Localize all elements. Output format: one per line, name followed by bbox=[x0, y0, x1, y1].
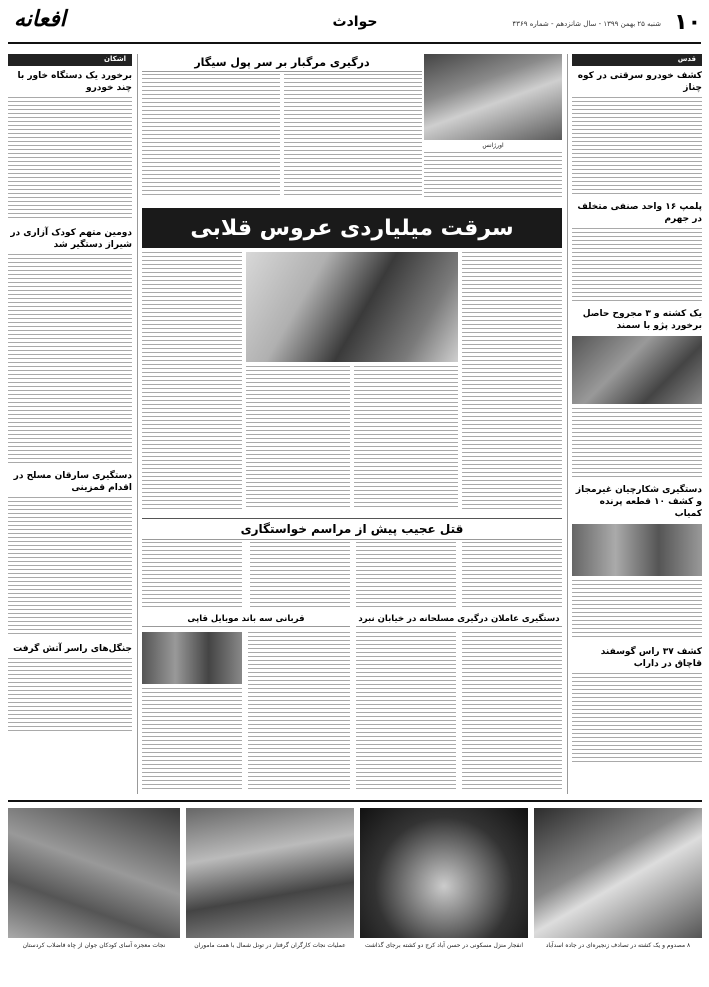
bottom-left-story-title: قربانی سه باند موبایل قاپی bbox=[142, 614, 350, 627]
section-title: حوادث bbox=[332, 14, 378, 30]
right-story-5-title: کشف ۳۷ راس گوسفند قاچاق در داراب bbox=[600, 647, 702, 669]
top-story-body-mid bbox=[284, 74, 422, 198]
bottom-photo-1 bbox=[534, 808, 702, 949]
bottom-photo-4 bbox=[8, 808, 180, 949]
top-story-body-left bbox=[142, 74, 280, 198]
top-story-photo bbox=[424, 54, 562, 140]
bottom-photo-strip bbox=[8, 800, 702, 980]
bottom-photo-2 bbox=[360, 808, 528, 949]
bottom-caption-1: ۸ مصدوم و یک کشته در تصادف زنجیره‌ای در جاده اسدآباد bbox=[545, 942, 691, 949]
right-story-5-body bbox=[572, 673, 702, 765]
lead-photo bbox=[246, 252, 458, 362]
top-photo-caption: اورژانس bbox=[482, 142, 504, 149]
left-story-1-body bbox=[8, 97, 132, 221]
bottom-caption-4: نجات معجزه آسای کودکان جوان از چاه فاضلاب کردستان bbox=[22, 942, 166, 949]
bottom-right-story bbox=[356, 614, 562, 794]
bottom-caption-3: عملیات نجات کارگران گرفتار در تونل شمال با همت ماموران bbox=[194, 942, 346, 949]
bottom-left-photo bbox=[142, 632, 242, 684]
right-column-rule bbox=[567, 54, 568, 794]
right-column bbox=[572, 54, 702, 794]
hunters-photo bbox=[572, 524, 702, 576]
mid-story bbox=[142, 518, 562, 610]
lead-body-col-4 bbox=[142, 252, 242, 510]
mid-body-col-3 bbox=[250, 542, 350, 608]
lead-headline-bar bbox=[142, 208, 562, 248]
left-story-2-body bbox=[8, 254, 132, 464]
top-story-body-right bbox=[424, 152, 562, 198]
mid-body-col-2 bbox=[356, 542, 456, 608]
bottom-right-body-1 bbox=[462, 632, 562, 792]
masthead bbox=[0, 0, 709, 50]
right-story-3-body bbox=[572, 408, 702, 478]
bottom-right-story-title: دستگیری عاملان درگیری مسلحانه در خیابان نبرد bbox=[356, 614, 562, 627]
masthead-rule bbox=[8, 42, 701, 44]
bottom-left-body-2 bbox=[248, 632, 350, 792]
left-story-3-title: دستگیری سارقان مسلح در اقدام قمزینی bbox=[13, 471, 132, 493]
bottom-right-body-2 bbox=[356, 632, 456, 792]
lead-headline: سرقت میلیاردی عروس قلابی bbox=[190, 215, 514, 241]
newspaper-logo: افعانه bbox=[14, 6, 66, 32]
crash-photo bbox=[534, 808, 702, 938]
left-story-2-title: دومین متهم کودک آزاری در شیراز دستگیر شد bbox=[10, 228, 132, 250]
rescue-photo bbox=[186, 808, 354, 938]
right-story-4-title: دستگیری شکارچیان غیرمجاز و کشف ۱۰ قطعه پرنده کمیاب bbox=[575, 485, 702, 519]
left-column-rule bbox=[137, 54, 138, 794]
issue-info: شنبه ۲۵ بهمن ۱۳۹۹ - سال شانزدهم - شماره ۴۳۶۹ bbox=[512, 20, 661, 28]
lead-story bbox=[142, 252, 562, 514]
left-story-3-body bbox=[8, 497, 132, 637]
car-crash-photo bbox=[572, 336, 702, 404]
right-story-2-title: پلمپ ۱۶ واحد صنفی متخلف در جهرم bbox=[577, 202, 702, 224]
center-top-story bbox=[142, 54, 562, 202]
right-story-4-body bbox=[572, 580, 702, 640]
explosion-photo bbox=[360, 808, 528, 938]
mid-body-col-4 bbox=[142, 542, 242, 608]
lead-body-col-1 bbox=[462, 252, 562, 510]
left-story-4-body bbox=[8, 658, 132, 734]
right-story-1-title: کشف خودرو سرقتی در کوه چناز bbox=[577, 71, 702, 93]
lead-body-col-2 bbox=[354, 366, 458, 510]
bottom-left-body-1 bbox=[142, 688, 242, 792]
left-story-1-title: برخورد یک دستگاه خاور با چند خودرو bbox=[17, 71, 132, 93]
right-story-3-title: یک کشته و ۳ مجروح حاصل برخورد پژو با سمند bbox=[582, 309, 702, 331]
bottom-caption-2: انفجار منزل مسکونی در حسن آباد کرج دو کشته برجای گذاشت bbox=[364, 942, 524, 949]
bottom-left-story bbox=[142, 614, 350, 794]
bottom-photo-3 bbox=[186, 808, 354, 949]
right-story-1-body bbox=[572, 97, 702, 195]
right-story-2-body bbox=[572, 228, 702, 302]
mid-story-title: قتل عجیب پیش از مراسم خواستگاری bbox=[142, 518, 562, 540]
page-number: ۱۰ bbox=[674, 10, 701, 35]
mid-body-col-1 bbox=[462, 542, 562, 608]
right-column-label: قدس bbox=[572, 54, 702, 66]
well-rescue-photo bbox=[8, 808, 180, 938]
top-story-title: درگیری مرگبار بر سر پول سیگار bbox=[142, 56, 422, 72]
left-story-4-title: جنگل‌های راسر آتش گرفت bbox=[13, 644, 132, 654]
left-column-label: اشکان bbox=[8, 54, 132, 66]
left-column bbox=[8, 54, 132, 794]
lead-body-col-3 bbox=[246, 366, 350, 510]
